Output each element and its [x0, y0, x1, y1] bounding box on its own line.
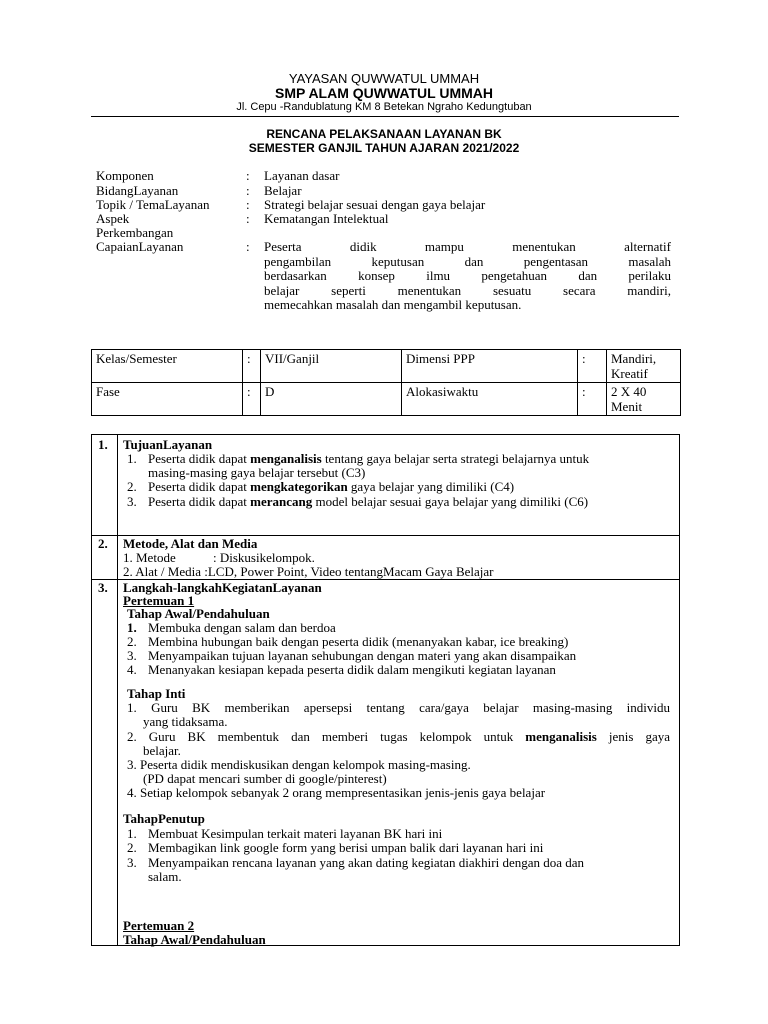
tujuan-item-2-pre: Peserta didik dapat [148, 479, 251, 494]
colon: : [246, 239, 250, 254]
tujuan-item-3-bold: merancang [250, 494, 313, 509]
colon: : [246, 183, 250, 198]
foundation-name: YAYASAN QUWWATUL UMMAH [288, 71, 480, 86]
fase-value: D [261, 383, 402, 416]
inti-item-3-cont: (PD dapat mencari sumber di google/pinterest) [143, 771, 387, 786]
section-2-number: 2. [98, 536, 108, 551]
inti-item-3: 3. Peserta didik mendiskusikan dengan kelompok masing-masing. [127, 757, 471, 772]
penutup-item-2-number: 2. [127, 840, 137, 855]
pertemuan-1-heading: Pertemuan 1 [123, 593, 195, 608]
capaian-line-3: berdasarkan konsep ilmu pengetahuan dan perilaku [264, 268, 671, 283]
colon: : [246, 197, 250, 212]
section-3-title: Langkah-langkahKegiatanLayanan [123, 580, 322, 595]
table-row [92, 383, 681, 416]
alat-media: 2. Alat / Media :LCD, Power Point, Video tentangMacam Gaya Belajar [123, 564, 494, 579]
tahap-awal-2-heading: Tahap Awal/Pendahuluan [123, 932, 266, 947]
inti-item-2-cont: belajar. [143, 743, 181, 758]
tujuan-item-3-number: 3. [127, 494, 137, 509]
section-1-title: TujuanLayanan [123, 437, 213, 452]
alokasi-value-1: 2 X 40 [611, 384, 647, 399]
penutup-item-3: Menyampaikan rencana layanan yang akan dating kegiatan diakhiri dengan doa dan [148, 855, 585, 870]
tujuan-item-2-number: 2. [127, 479, 137, 494]
colon: : [578, 383, 607, 416]
capaian-line-1: Peserta didik mampu menentukan alternatif [264, 239, 671, 254]
tujuan-item-1-bold: menganalisis [250, 451, 322, 466]
penutup-item-1-number: 1. [127, 826, 137, 841]
tujuan-item-1-cont: masing-masing gaya belajar tersebut (C3) [148, 465, 366, 480]
tujuan-item-2-bold: mengkategorikan [250, 479, 348, 494]
section-1-number: 1. [98, 437, 108, 452]
awal-item-4: Menanyakan kesiapan kepada peserta didik dalam mengikuti kegiatan layanan [148, 662, 556, 677]
awal-item-2-number: 2. [127, 634, 137, 649]
pertemuan-2-heading: Pertemuan 2 [123, 918, 195, 933]
colon: : [246, 211, 250, 226]
section-2-title: Metode, Alat dan Media [123, 536, 258, 551]
kelas-label: Kelas/Semester [92, 350, 243, 383]
capaian-line-5: memecahkan masalah dan mengambil keputusan. [264, 297, 522, 312]
tujuan-item-1-post: tentang gaya belajar serta strategi belajarnya untuk [321, 451, 590, 466]
topik-value: Strategi belajar sesuai dengan gaya belajar [264, 197, 486, 212]
inti-item-2-pre: 2. Guru BK membentuk dan memberi tugas kelompok untuk [127, 729, 526, 744]
tujuan-item-1-number: 1. [127, 451, 137, 466]
doc-subtitle: SEMESTER GANJIL TAHUN AJARAN 2021/2022 [248, 141, 520, 155]
school-name: SMP ALAM QUWWATUL UMMAH [274, 85, 493, 101]
table-row [92, 350, 681, 383]
awal-item-4-number: 4. [127, 662, 137, 677]
penutup-item-3-cont: salam. [148, 869, 182, 884]
inti-item-1: 1. Guru BK memberikan apersepsi tentang cara/gaya belajar masing-masing individu [127, 700, 670, 715]
awal-item-3: Menyampaikan tujuan layanan sehubungan dengan materi yang akan disampaikan [148, 648, 577, 663]
column-divider [117, 434, 118, 946]
metode-label: 1. Metode [123, 550, 176, 565]
letterhead-divider [91, 116, 679, 117]
awal-item-1-number: 1. [127, 620, 137, 635]
bidang-value: Belajar [264, 183, 302, 198]
colon: : [243, 350, 261, 383]
dimensi-label: Dimensi PPP [402, 350, 578, 383]
tujuan-item-2 [148, 479, 514, 495]
inti-item-1-cont: yang tidaksama. [143, 714, 228, 729]
penutup-item-2: Membagikan link google form yang berisi umpan balik dari layanan hari ini [148, 840, 544, 855]
aspek-label-cont: Perkembangan [96, 225, 174, 240]
tahap-penutup-heading: TahapPenutup [123, 811, 205, 826]
alokasi-value-2: Menit [611, 399, 643, 414]
komponen-value: Layanan dasar [264, 168, 340, 183]
capaian-label: CapaianLayanan [96, 239, 184, 254]
awal-item-2: Membina hubungan baik dengan peserta didik (menanyakan kabar, ice breaking) [148, 634, 569, 649]
tujuan-item-1-pre: Peserta didik dapat [148, 451, 251, 466]
tujuan-item-3-post: model belajar sesuai gaya belajar yang dimiliki (C6) [312, 494, 589, 509]
inti-item-2 [127, 729, 670, 745]
school-address: Jl. Cepu -Randublatung KM 8 Betekan Ngraho Kedungtuban [236, 101, 532, 113]
dimensi-value-1: Mandiri, [611, 351, 657, 366]
alokasi-value [607, 383, 681, 416]
fase-label: Fase [92, 383, 243, 416]
dimensi-value [607, 350, 681, 383]
penutup-item-3-number: 3. [127, 855, 137, 870]
komponen-label: Komponen [96, 168, 154, 183]
inti-item-2-post: jenis gaya [596, 729, 670, 744]
colon: : [246, 168, 250, 183]
metode-value: : Diskusikelompok. [213, 550, 315, 565]
alokasi-label: Alokasiwaktu [402, 383, 578, 416]
doc-title: RENCANA PELAKSANAAN LAYANAN BK [266, 127, 502, 141]
topik-label: Topik / TemaLayanan [96, 197, 210, 212]
tahap-awal-heading: Tahap Awal/Pendahuluan [127, 606, 270, 621]
penutup-item-1: Membuat Kesimpulan terkait materi layanan BK hari ini [148, 826, 443, 841]
aspek-value: Kematangan Intelektual [264, 211, 389, 226]
tujuan-item-3-pre: Peserta didik dapat [148, 494, 251, 509]
inti-item-4: 4. Setiap kelompok sebanyak 2 orang mempresentasikan jenis-jenis gaya belajar [127, 785, 546, 800]
section-3-number: 3. [98, 580, 108, 595]
kelas-value: VII/Ganjil [261, 350, 402, 383]
capaian-line-2: pengambilan keputusan dan pengentasan masalah [264, 254, 671, 269]
tujuan-item-2-post: gaya belajar yang dimiliki (C4) [347, 479, 515, 494]
bidang-label: BidangLayanan [96, 183, 179, 198]
inti-item-2-bold: menganalisis [525, 729, 597, 744]
tujuan-item-3 [148, 494, 588, 510]
class-info-table [91, 349, 681, 416]
awal-item-1: Membuka dengan salam dan berdoa [148, 620, 336, 635]
aspek-label: Aspek [96, 211, 130, 226]
awal-item-3-number: 3. [127, 648, 137, 663]
capaian-line-4: belajar seperti menentukan sesuatu secara mandiri, [264, 283, 671, 298]
colon: : [243, 383, 261, 416]
dimensi-value-2: Kreatif [611, 366, 648, 381]
colon: : [578, 350, 607, 383]
tahap-inti-heading: Tahap Inti [127, 686, 186, 701]
